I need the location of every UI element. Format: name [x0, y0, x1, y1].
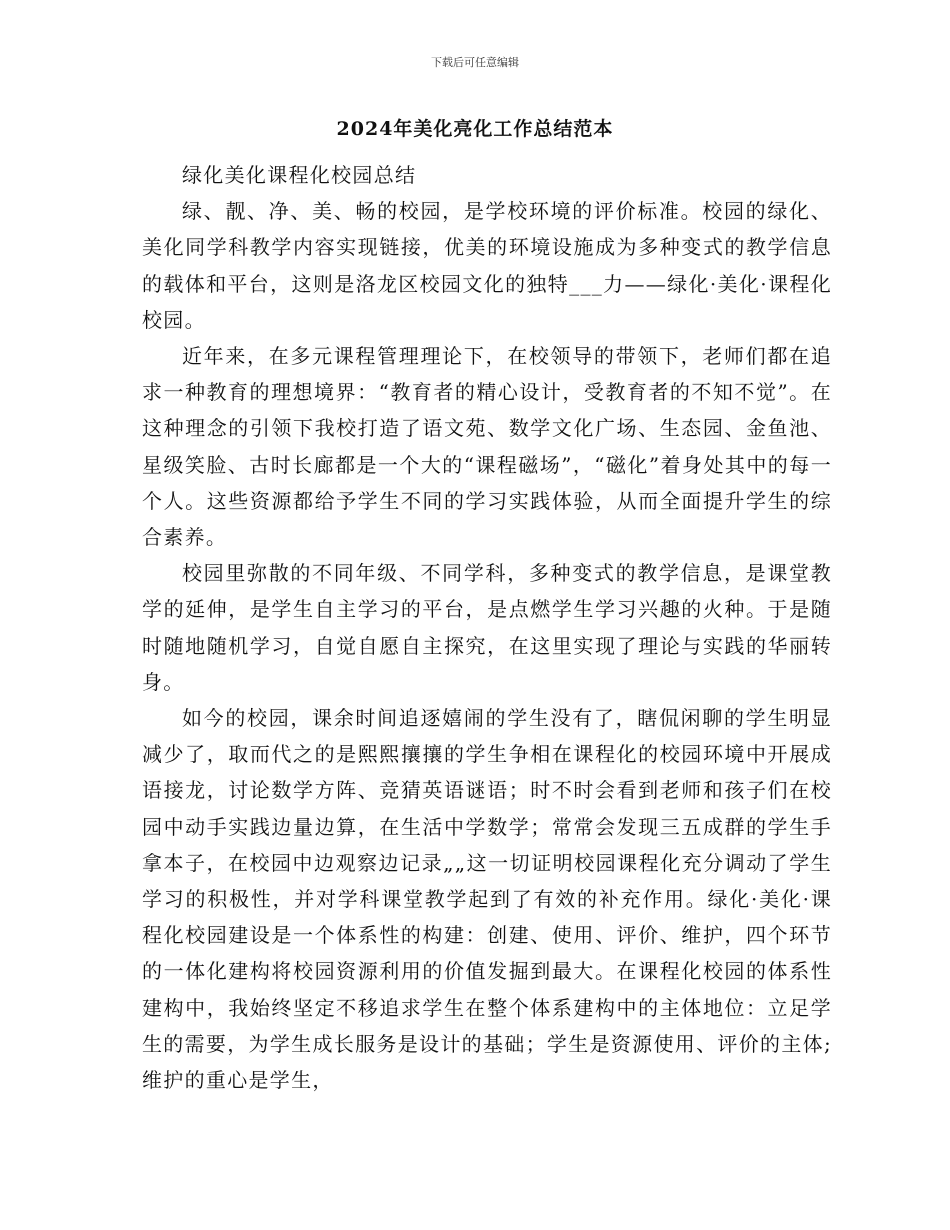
body-paragraph-1: 绿、靓、净、美、畅的校园，是学校环境的评价标准。校园的绿化、美化同学科教学内容实现链接，优美的环境设施成为多种变式的教学信息的载体和平台，这则是洛龙区校园文化的独特___力——绿化·美化·课程化校园。: [142, 199, 832, 332]
page-header-note: 下载后可任意编辑: [431, 56, 519, 69]
document-title: 2024年美化亮化工作总结范本: [336, 118, 614, 140]
body-paragraph-3: 校园里弥散的不同年级、不同学科，多种变式的教学信息，是课堂教学的延伸，是学生自主学习的平台，是点燃学生学习兴趣的火种。于是随时随地随机学习，自觉自愿自主探究，在这里实现了理论与实践的华丽转身。: [142, 561, 832, 694]
section-heading: 绿化美化课程化校园总结: [182, 163, 417, 187]
body-paragraph-2: 近年来，在多元课程管理理论下，在校领导的带领下，老师们都在追求一种教育的理想境界：“教育者的精心设计，受教育者的不知不觉”。在这种理念的引领下我校打造了语文苑、数学文化广场、生态园、金鱼池、星级笑脸、古时长廊都是一个大的“课程磁场”，“磁化”着身处其中的每一个人。这些资源都给予学生不同的学习实践体验，从而全面提升学生的综合素养。: [142, 344, 832, 550]
document-body: [142, 157, 832, 1098]
body-paragraph-4: 如今的校园，课余时间追逐嬉闹的学生没有了，瞎侃闲聊的学生明显减少了，取而代之的是熙熙攘攘的学生争相在课程化的校园环境中开展成语接龙，讨论数学方阵、竞猜英语谜语；时不时会看到老师和孩子们在校园中动手实践边量边算，在生活中学数学；常常会发现三五成群的学生手拿本子，在校园中边观察边记录„„这一切证明校园课程化充分调动了学生学习的积极性，并对学科课堂教学起到了有效的补充作用。绿化·美化·课程化校园建设是一个体系性的构建：创建、使用、评价、维护，四个环节的一体化建构将校园资源利用的价值发掘到最大。在课程化校园的体系性建构中，我始终坚定不移追求学生在整个体系建构中的主体地位：立足学生的需要，为学生成长服务是设计的基础；学生是资源使用、评价的主体;维护的重心是学生，: [142, 706, 832, 1093]
